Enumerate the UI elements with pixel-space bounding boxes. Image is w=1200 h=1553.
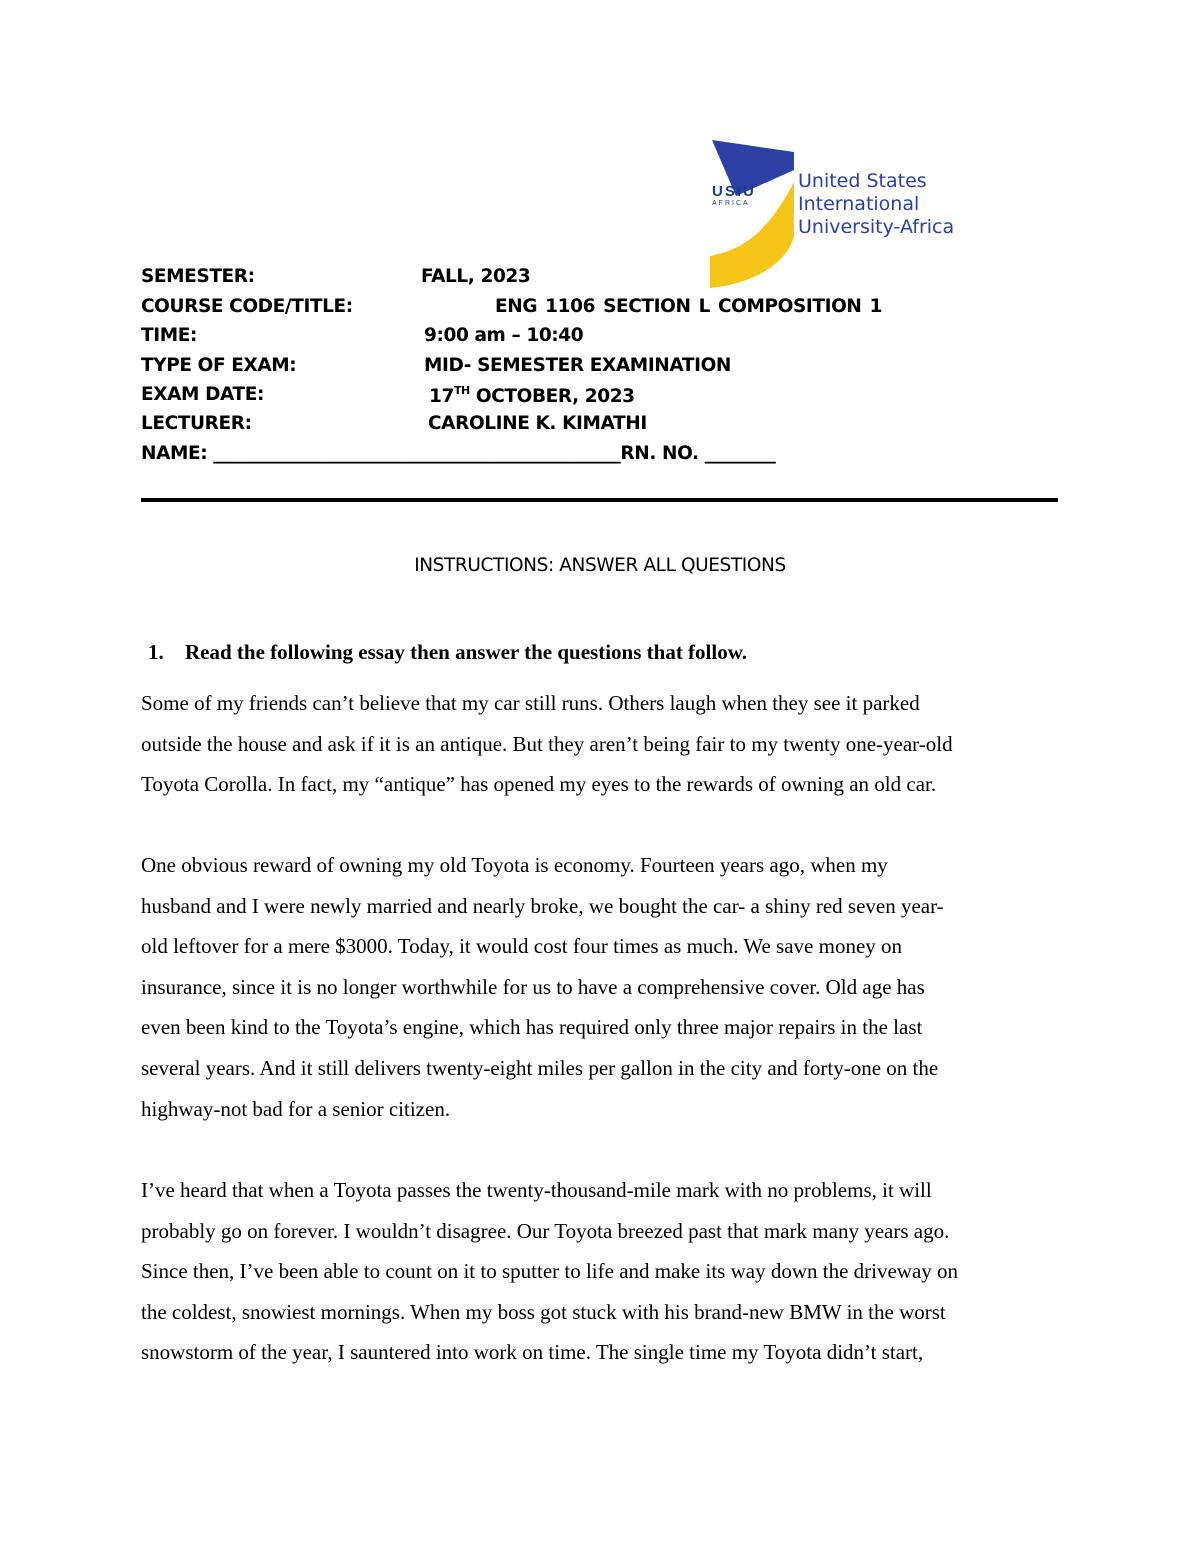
logo-acronym: USIU xyxy=(712,183,756,200)
exam-date-label: EXAM DATE: xyxy=(141,384,264,405)
semester-value: FALL, 2023 xyxy=(421,266,531,287)
logo-emblem-icon xyxy=(706,138,796,290)
essay-line: insurance, since it is no longer worthwhile for us to have a comprehensive cover. Old age has xyxy=(141,974,925,999)
divider-rule xyxy=(141,498,1058,502)
essay-line: Some of my friends can’t believe that my car still runs. Others laugh when they see it parked xyxy=(141,691,920,715)
question-text: Read the following essay then answer the questions that follow. xyxy=(185,640,747,664)
essay-paragraph-2 xyxy=(141,845,1071,1129)
essay-line: I’ve heard that when a Toyota passes the twenty-thousand-mile mark with no problems, it will xyxy=(141,1178,932,1202)
university-logo xyxy=(706,138,996,290)
essay-line: husband and I were newly married and nearly broke, we bought the car- a shiny red seven year- xyxy=(141,893,944,918)
essay-line: One obvious reward of owning my old Toyota is economy. Fourteen years ago, when my xyxy=(141,853,888,877)
exam-type-value: MID- SEMESTER EXAMINATION xyxy=(424,355,731,376)
exam-date-suffix: TH xyxy=(453,384,470,397)
essay-line: snowstorm of the year, I sauntered into work on time. The single time my Toyota didn’t start, xyxy=(141,1340,924,1365)
essay-paragraph-1 xyxy=(141,683,1071,805)
logo-sub: AFRICA xyxy=(712,200,750,207)
exam-date-rest: OCTOBER, 2023 xyxy=(469,386,635,407)
logo-name-line-2: International xyxy=(798,193,920,215)
exam-date-day: 17 xyxy=(429,386,454,407)
essay-line: outside the house and ask if it is an antique. But they aren’t being fair to my twenty one-year-old xyxy=(141,731,953,756)
essay-line: Toyota Corolla. In fact, my “antique” has opened my eyes to the rewards of owning an old car. xyxy=(141,772,937,797)
time-label: TIME: xyxy=(141,325,197,346)
instructions-heading: INSTRUCTIONS: ANSWER ALL QUESTIONS xyxy=(414,555,786,576)
essay-line: several years. And it still delivers twenty-eight miles per gallon in the city and forty-one on the xyxy=(141,1055,939,1080)
essay-line: highway-not bad for a senior citizen. xyxy=(141,1096,451,1121)
name-rn-field[interactable]: NAME: ______________________________________________RN. NO. ________ xyxy=(141,443,776,464)
essay-line: even been kind to the Toyota’s engine, which has required only three major repairs in the last xyxy=(141,1015,923,1040)
logo-name xyxy=(798,170,954,239)
question-number: 1. xyxy=(148,640,164,664)
essay-line: the coldest, snowiest mornings. When my boss got stuck with his brand-new BMW in the worst xyxy=(141,1299,946,1324)
essay-paragraph-3 xyxy=(141,1170,1071,1373)
logo-name-line-3: University-Africa xyxy=(798,216,955,238)
essay-line: old leftover for a mere $3000. Today, it would cost four times as much. We save money on xyxy=(141,934,903,959)
course-label: COURSE CODE/TITLE: xyxy=(141,296,353,317)
semester-label: SEMESTER: xyxy=(141,266,255,287)
essay-line: Since then, I’ve been able to count on it to sputter to life and make its way down the driveway on xyxy=(141,1259,959,1284)
course-value: ENG 1106 SECTION L COMPOSITION 1 xyxy=(495,296,883,317)
logo-name-line-1: United States xyxy=(798,170,927,192)
time-value: 9:00 am – 10:40 xyxy=(424,325,584,346)
question-1 xyxy=(148,640,747,665)
essay-line: probably go on forever. I wouldn’t disagree. Our Toyota breezed past that mark many years ago. xyxy=(141,1218,950,1243)
lecturer-label: LECTURER: xyxy=(141,413,252,434)
exam-type-label: TYPE OF EXAM: xyxy=(141,355,297,376)
exam-date-value xyxy=(429,384,635,407)
lecturer-value: CAROLINE K. KIMATHI xyxy=(428,413,647,434)
